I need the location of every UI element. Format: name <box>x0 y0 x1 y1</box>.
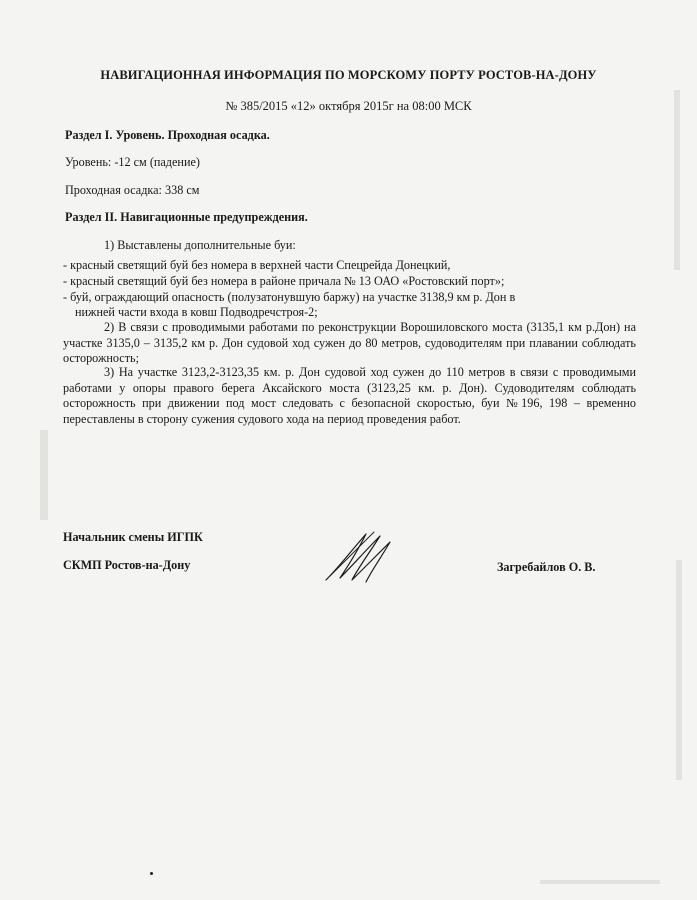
level-label: Уровень: <box>65 155 112 169</box>
level-value: -12 см (падение) <box>114 155 200 169</box>
bleed-through-mark <box>674 90 680 270</box>
draft-row <box>65 183 199 198</box>
warning-item-1-intro: 1) Выставлены дополнительные буи: <box>104 238 296 252</box>
scan-speck <box>150 872 153 875</box>
section2-heading: Раздел II. Навигационные предупреждения. <box>65 210 308 224</box>
warning-item-2: 2) В связи с проводимыми работами по реконструкции Ворошиловского моста (3135,1 км р.Дон) на участке 3135,0 – 3135,2 км р. Дон судовой ход сужен до 80 метров, судоводителям при плавании соблюдать осторожность; <box>63 320 636 365</box>
buoy-item: - красный светящий буй без номера в районе причала № 13 ОАО «Ростовский порт»; <box>63 274 505 288</box>
handwritten-signature <box>318 528 408 588</box>
signer-position-line1: Начальник смены ИГПК <box>63 530 203 544</box>
level-row <box>65 155 200 170</box>
document-number-date: № 385/2015 «12» октября 2015г на 08:00 МСК <box>225 99 472 113</box>
draft-value: 338 см <box>165 183 200 197</box>
draft-label: Проходная осадка: <box>65 183 162 197</box>
bleed-through-mark <box>676 560 682 780</box>
bleed-through-mark <box>40 430 48 520</box>
buoy-item: - буй, ограждающий опасность (полузатонувшую баржу) на участке 3138,9 км р. Дон в <box>63 290 516 304</box>
buoy-item: - красный светящий буй без номера в верхней части Спецрейда Донецкий, <box>63 258 451 272</box>
buoy-item: нижней части входа в ковш Подводречстроя-2; <box>75 305 318 319</box>
warning-item-3: 3) На участке 3123,2-3123,35 км. р. Дон судовой ход сужен до 110 метров в связи с проводимыми работами у опоры правого берега Аксайского моста (3123,25 км. р. Дон). Судоводителям соблюдать осторожность при движении под мост следовать с безопасной скоростью, буи №196, 198 – временно переставлены в сторону сужения судового хода на период проведения работ. <box>63 365 636 426</box>
signer-position-line2: СКМП Ростов-на-Дону <box>63 558 191 572</box>
document-title: НАВИГАЦИОННАЯ ИНФОРМАЦИЯ ПО МОРСКОМУ ПОРТУ РОСТОВ-НА-ДОНУ <box>100 68 597 82</box>
bleed-through-mark <box>540 880 660 884</box>
signer-name: Загребайлов О. В. <box>497 560 596 574</box>
section1-heading: Раздел I. Уровень. Проходная осадка. <box>65 128 270 142</box>
